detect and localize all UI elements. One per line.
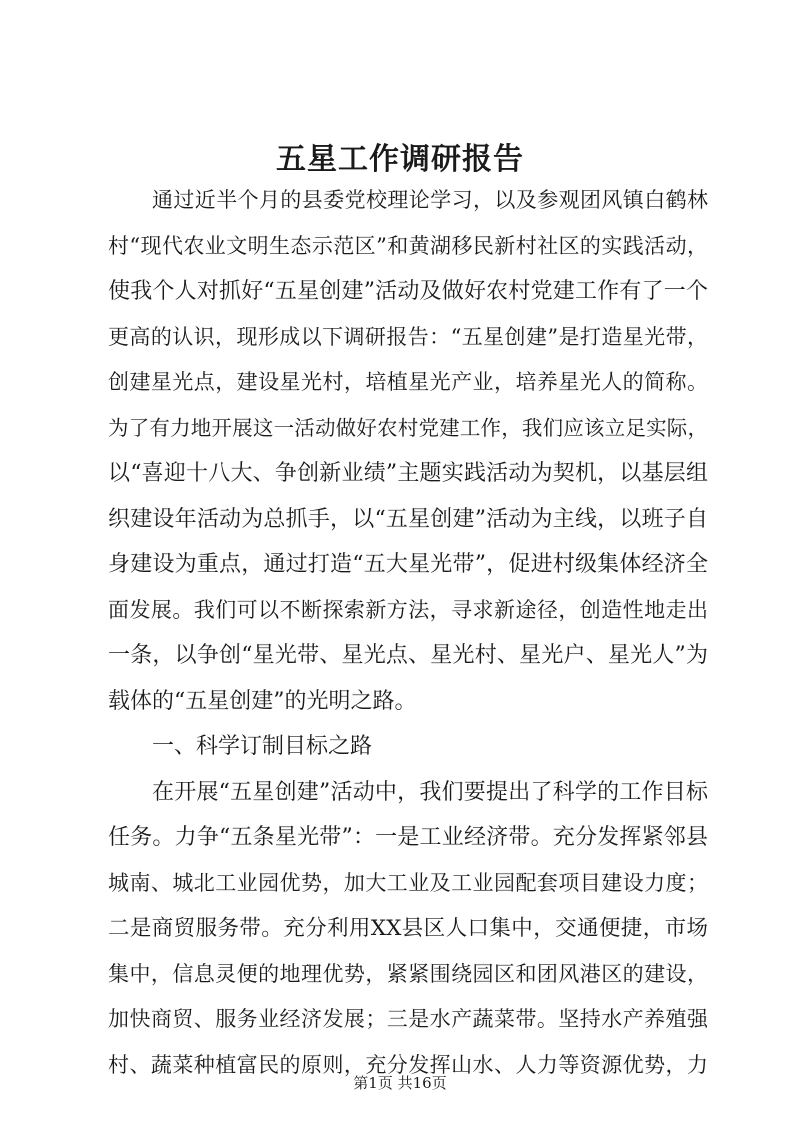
text-line: 城南、城北工业园优势，加大工业及工业园配套项目建设力度； <box>108 870 708 895</box>
text-line: 通过近半个月的县委党校理论学习，以及参观团风镇白鹤林 <box>152 188 708 212</box>
text-line: 集中，信息灵便的地理优势，紧紧围绕园区和团风港区的建设， <box>108 961 708 986</box>
text-line: 载体的“五星创建”的光明之路。 <box>108 688 417 714</box>
text-line: 面发展。我们可以不断探索新方法，寻求新途径，创造性地走出 <box>108 597 708 622</box>
text-line: 织建设年活动为总抓手，以“五星创建”活动为主线，以班子自 <box>108 506 708 532</box>
text-line: 村、蔬菜种植富民的原则，充分发挥山水、人力等资源优势，力 <box>108 1052 708 1077</box>
text-line: 在开展“五星创建”活动中，我们要提出了科学的工作目标 <box>152 779 708 805</box>
document-body <box>108 178 708 1088</box>
section-heading: 一、科学订制目标之路 <box>152 734 373 759</box>
text-line: 加快商贸、服务业经济发展；三是水产蔬菜带。坚持水产养殖强 <box>108 1007 708 1031</box>
text-line: 任务。力争“五条星光带”：一是工业经济带。充分发挥紧邻县 <box>108 825 708 850</box>
document-title: 五星工作调研报告 <box>276 142 524 177</box>
text-line: 村“现代农业文明生态示范区”和黄湖移民新村社区的实践活动， <box>108 233 708 258</box>
text-line: 以“喜迎十八大、争创新业绩”主题实践活动为契机，以基层组 <box>108 461 708 486</box>
text-line: 使我个人对抓好“五星创建”活动及做好农村党建工作有了一个 <box>108 279 708 304</box>
text-line: 为了有力地开展这一活动做好农村党建工作，我们应该立足实际， <box>108 415 708 440</box>
text-line: 更高的认识，现形成以下调研报告：“五星创建”是打造星光带， <box>108 324 708 349</box>
text-line: 一条，以争创“星光带、星光点、星光村、星光户、星光人”为 <box>108 643 708 668</box>
text-line: 身建设为重点，通过打造“五大星光带”，促进村级集体经济全 <box>108 552 708 577</box>
page-number-footer: 第1页 共16页 <box>353 1074 447 1092</box>
text-line: 创建星光点，建设星光村，培植星光产业，培养星光人的简称。 <box>108 370 708 394</box>
text-line: 二是商贸服务带。充分利用XX县区人口集中，交通便捷，市场 <box>108 916 708 941</box>
